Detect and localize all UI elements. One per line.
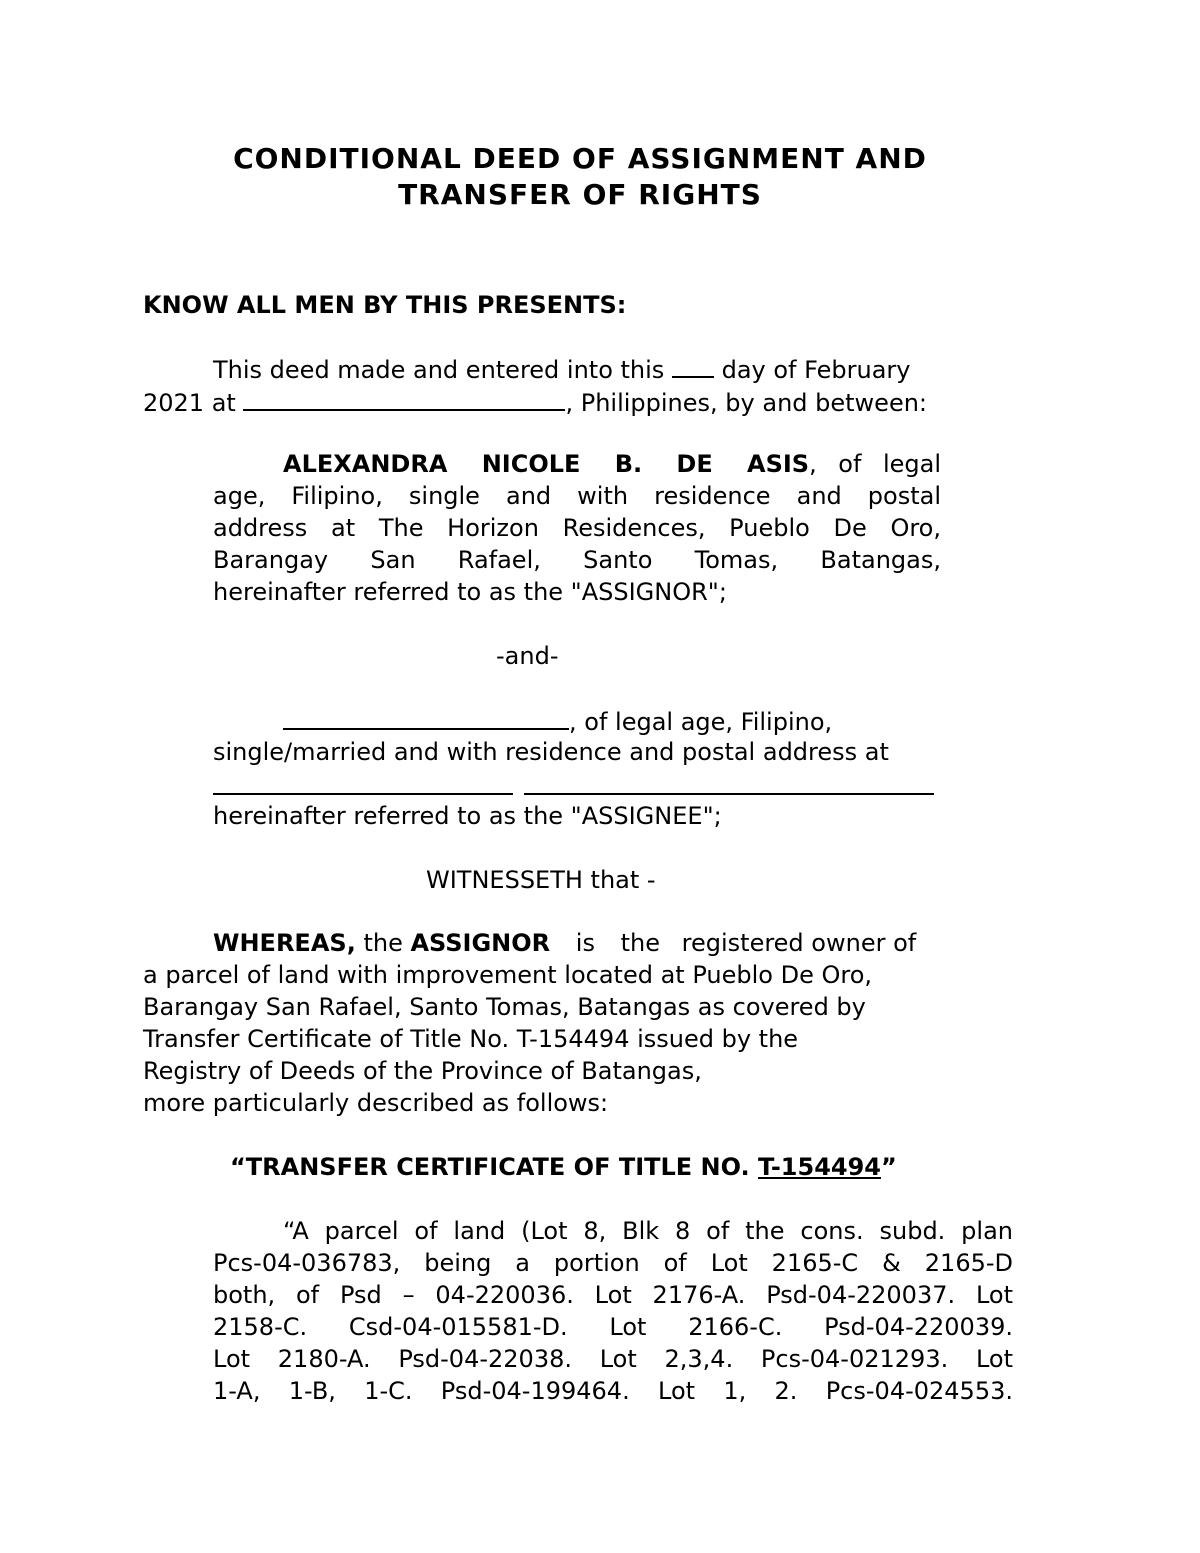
- assignor-name: ALEXANDRA NICOLE B. DE ASIS: [283, 450, 810, 478]
- whereas-line-5: Registry of Deeds of the Province of Batangas,: [143, 1057, 702, 1085]
- assignor-line-2: age, Filipino, single and with residence and postal: [213, 482, 941, 510]
- whereas-keyword: WHEREAS,: [213, 929, 356, 957]
- tct-heading-close: ”: [880, 1153, 897, 1181]
- tct-number: T-154494: [757, 1153, 881, 1181]
- desc-line-6: 1-A, 1-B, 1-C. Psd-04-199464. Lot 1, 2. Pcs-04-024553.: [213, 1377, 1013, 1405]
- desc-line-2: Pcs-04-036783, being a portion of Lot 2165-C & 2165-D: [213, 1249, 1013, 1277]
- intro-line-2: [143, 385, 927, 419]
- whereas-the-2: the: [620, 929, 660, 957]
- whereas-line-4: Transfer Certificate of Title No. T-154494 issued by the: [143, 1025, 799, 1053]
- intro-text-b: day of February: [721, 356, 911, 384]
- whereas-the: the: [363, 929, 403, 957]
- desc-line-1-text: “A parcel of land (Lot 8, Blk 8 of the cons. subd. plan: [283, 1217, 1013, 1245]
- witnesseth-heading: WITNESSETH that -: [426, 866, 656, 894]
- desc-line-1: [213, 1215, 1013, 1247]
- title-line-1: CONDITIONAL DEED OF ASSIGNMENT AND: [233, 142, 927, 175]
- whereas-line-6: more particularly described as follows:: [143, 1089, 609, 1117]
- whereas-line-1-rest: registered owner of: [681, 929, 917, 957]
- assignee-line-1: [283, 704, 832, 738]
- assignor-line-4: Barangay San Rafael, Santo Tomas, Batangas,: [213, 546, 941, 574]
- place-blank: [243, 385, 565, 411]
- assignor-line-3: address at The Horizon Residences, Pueblo De Oro,: [213, 514, 941, 542]
- intro-text-d: , Philippines, by and between:: [565, 389, 928, 417]
- day-blank: [672, 352, 714, 378]
- intro-text-c: 2021 at: [143, 389, 236, 417]
- title-line-2: TRANSFER OF RIGHTS: [398, 178, 762, 211]
- assignor-line-1: [213, 448, 941, 480]
- assignee-line-4: hereinafter referred to as the "ASSIGNEE";: [213, 802, 722, 830]
- whereas-line-3: Barangay San Rafael, Santo Tomas, Batangas as covered by: [143, 993, 866, 1021]
- desc-line-3: both, of Psd – 04-220036. Lot 2176-A. Psd-04-220037. Lot: [213, 1281, 1013, 1309]
- whereas-is: is: [575, 929, 595, 957]
- assignee-line-2: single/married and with residence and postal address at: [213, 738, 889, 766]
- tct-heading: [230, 1151, 897, 1183]
- assignee-line-1-rest: , of legal age, Filipino,: [569, 708, 833, 736]
- desc-line-5: Lot 2180-A. Psd-04-22038. Lot 2,3,4. Pcs-04-021293. Lot: [213, 1345, 1013, 1373]
- tct-heading-text: “TRANSFER CERTIFICATE OF TITLE NO.: [230, 1153, 750, 1181]
- whereas-line-1: [213, 927, 916, 959]
- intro-text-a: This deed made and entered into this: [213, 356, 665, 384]
- assignee-address-blank-1: [213, 793, 513, 795]
- desc-line-4: 2158-C. Csd-04-015581-D. Lot 2166-C. Psd-04-220039.: [213, 1313, 1013, 1341]
- know-all-heading: KNOW ALL MEN BY THIS PRESENTS:: [143, 291, 627, 319]
- assignee-address-blank-2: [524, 793, 934, 795]
- and-separator: -and-: [496, 642, 559, 670]
- assignee-name-blank: [283, 704, 569, 730]
- whereas-assignor: ASSIGNOR: [410, 929, 551, 957]
- intro-line-1: [213, 352, 910, 386]
- assignor-line-5: hereinafter referred to as the "ASSIGNOR";: [213, 578, 727, 606]
- whereas-line-2: a parcel of land with improvement located at Pueblo De Oro,: [143, 961, 872, 989]
- assignor-line-1-rest: , of legal: [809, 450, 942, 478]
